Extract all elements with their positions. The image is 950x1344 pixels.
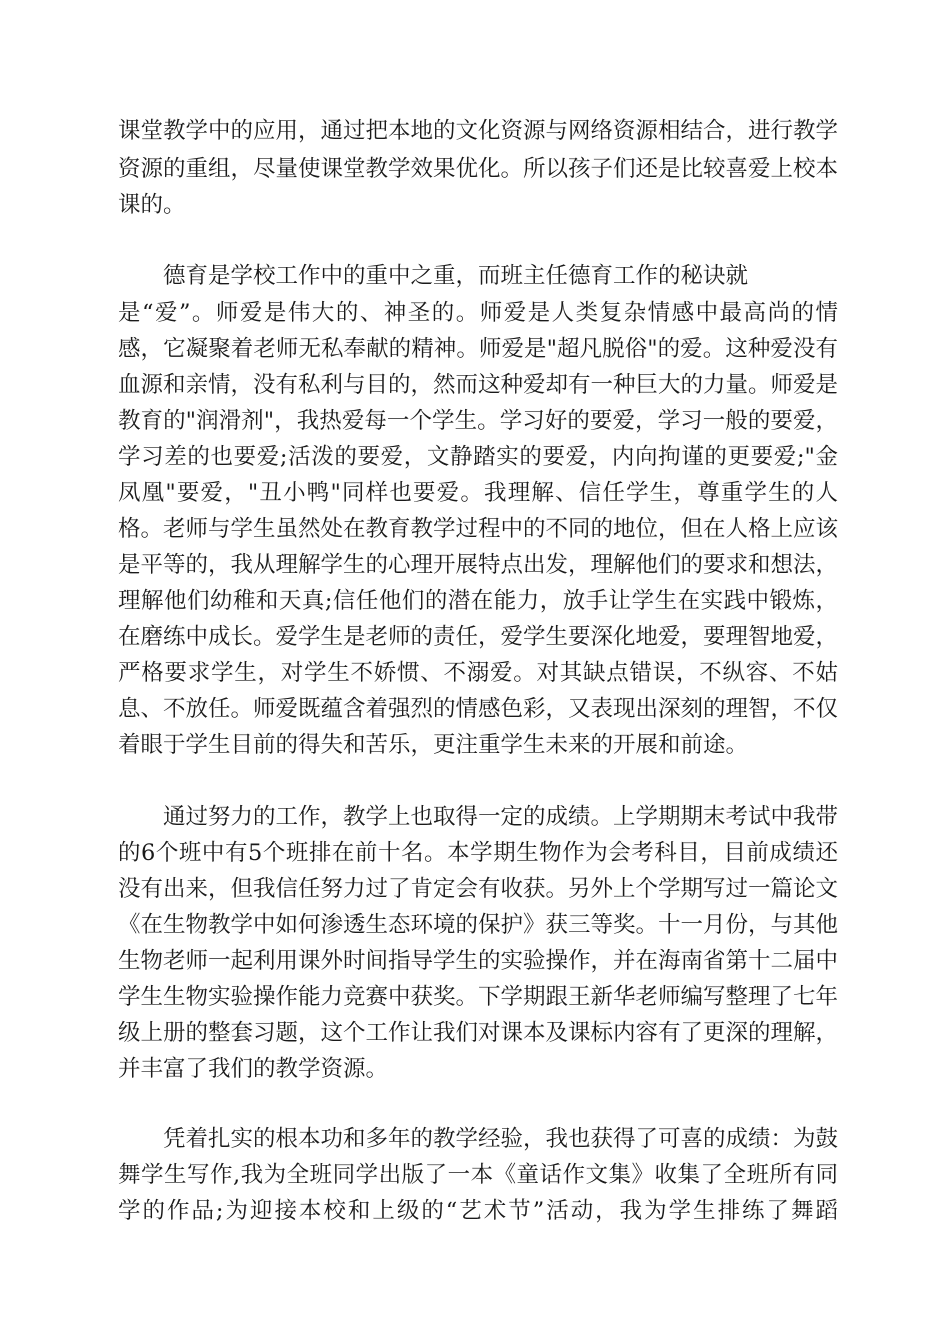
text-line: 学生生物实验操作能力竞赛中获奖。下学期跟王新华老师编写整理了七年 [118,984,839,1010]
text-line: 学习差的也要爱;活泼的要爱，文静踏实的要爱，内向拘谨的更要爱;"金 [118,444,838,470]
text-line: 没有出来，但我信任努力过了肯定会有收获。另外上个学期写过一篇论文 [118,876,839,902]
text-line: 通过努力的工作，教学上也取得一定的成绩。上学期期末考试中我带 [163,804,839,830]
text-line: 舞学生写作,我为全班同学出版了一本《童话作文集》收集了全班所有同 [118,1162,838,1188]
text-line: 是“爱”。师爱是伟大的、神圣的。师爱是人类复杂情感中最高尚的情 [118,300,838,326]
text-line: 生物老师一起利用课外时间指导学生的实验操作，并在海南省第十二届中 [118,948,839,974]
text-line: 学的作品;为迎接本校和上级的“艺术节”活动，我为学生排练了舞蹈 [118,1198,838,1224]
text-line: 凭着扎实的根本功和多年的教学经验，我也获得了可喜的成绩：为鼓 [163,1126,839,1152]
text-line: 凤凰"要爱，"丑小鸭"同样也要爱。我理解、信任学生，尊重学生的人 [118,480,838,506]
text-line: 级上册的整套习题，这个工作让我们对课本及课标内容有了更深的理解， [118,1020,839,1046]
text-line: 着眼于学生目前的得失和苦乐，更注重学生未来的开展和前途。 [118,732,749,758]
text-line: 《在生物教学中如何渗透生态环境的保护》获三等奖。十一月份，与其他 [118,912,839,938]
text-line: 息、不放任。师爱既蕴含着强烈的情感色彩，又表现出深刻的理智，不仅 [118,696,839,722]
text-line: 教育的"润滑剂"，我热爱每一个学生。学习好的要爱，学习一般的要爱， [118,408,838,434]
text-line: 课堂教学中的应用，通过把本地的文化资源与网络资源相结合，进行教学 [118,118,839,144]
text-line: 严格要求学生，对学生不娇惯、不溺爱。对其缺点错误，不纵容、不姑 [118,660,838,686]
text-line: 是平等的，我从理解学生的心理开展特点出发，理解他们的要求和想法， [118,552,839,578]
text-line: 理解他们幼稚和天真;信任他们的潜在能力，放手让学生在实践中锻炼， [118,588,838,614]
text-line: 资源的重组，尽量使课堂教学效果优化。所以孩子们还是比较喜爱上校本 [118,156,839,182]
text-line: 血源和亲情，没有私利与目的，然而这种爱却有一种巨大的力量。师爱是 [118,372,839,398]
text-line: 德育是学校工作中的重中之重，而班主任德育工作的秘诀就 [163,263,749,289]
text-line: 并丰富了我们的教学资源。 [118,1056,389,1082]
text-line: 的6个班中有5个班排在前十名。本学期生物作为会考科目，目前成绩还 [118,840,838,866]
text-line: 课的。 [118,192,186,218]
text-line: 感，它凝聚着老师无私奉献的精神。师爱是"超凡脱俗"的爱。这种爱没有 [118,336,838,362]
text-line: 格。老师与学生虽然处在教育教学过程中的不同的地位，但在人格上应该 [118,516,839,542]
text-line: 在磨练中成长。爱学生是老师的责任，爱学生要深化地爱，要理智地爱， [118,624,839,650]
